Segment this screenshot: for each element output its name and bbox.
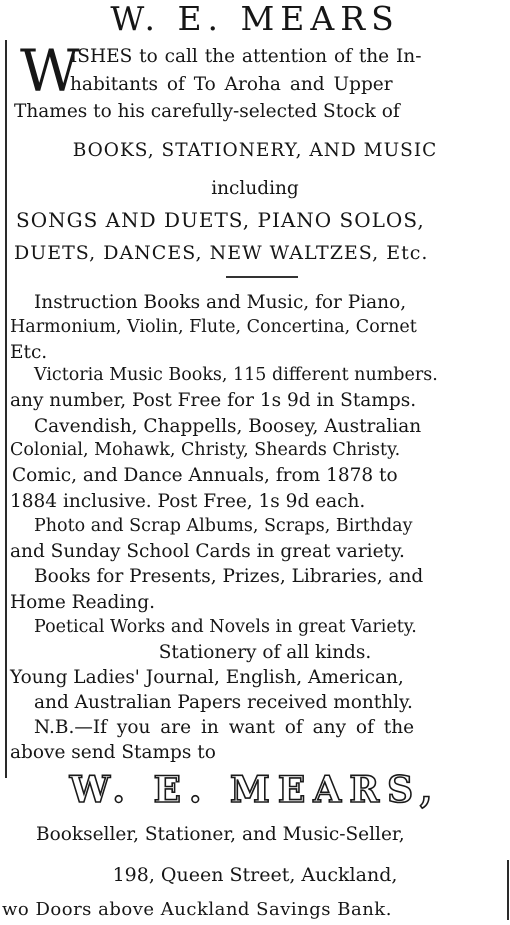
body-line-3: Etc. — [10, 342, 48, 363]
body-line-18: N.B.—If you are in want of any of the — [34, 717, 415, 738]
body-line-9: 1884 inclusive. Post Free, 1s 9d each. — [10, 491, 366, 512]
body-line-8: Comic, and Dance Annuals, from 1878 to — [12, 465, 398, 486]
body-line-15: Stationery of all kinds. — [158, 642, 372, 663]
body-line-14: Poetical Works and Novels in great Variety. — [34, 617, 417, 637]
intro-line-2: habitants of To Aroha and Upper — [70, 74, 393, 95]
body-line-13: Home Reading. — [10, 592, 155, 613]
caps-line-1: SONGS AND DUETS, PIANO SOLOS, — [16, 208, 425, 232]
body-line-7: Colonial, Mohawk, Christy, Sheards Christy. — [10, 440, 401, 460]
occupation-line: Bookseller, Stationer, and Music-Seller, — [36, 824, 405, 845]
advertiser-title: W. E. MEARS — [110, 0, 400, 38]
address-line: 198, Queen Street, Auckland, — [112, 864, 398, 886]
body-line-6: Cavendish, Chappells, Boosey, Australian — [34, 416, 422, 437]
section-divider — [226, 276, 298, 278]
intro-line-1: ISHES to call the attention of the In- — [70, 46, 422, 67]
body-line-11: and Sunday School Cards in great variety. — [10, 541, 405, 562]
caps-line-2: DUETS, DANCES, NEW WALTZES, Etc. — [14, 242, 429, 264]
headline: BOOKS, STATIONERY, AND MUSIC — [72, 140, 438, 161]
body-line-5: any number, Post Free for 1s 9d in Stamps. — [10, 390, 417, 411]
drop-cap: W — [20, 37, 80, 105]
body-line-16: Young Ladies' Journal, English, American, — [10, 667, 404, 688]
body-line-10: Photo and Scrap Albums, Scraps, Birthday — [34, 516, 413, 536]
body-line-17: and Australian Papers received monthly. — [34, 692, 413, 713]
body-line-4: Victoria Music Books, 115 different numbers. — [34, 365, 438, 385]
body-line-2: Harmonium, Violin, Flute, Concertina, Cornet — [10, 317, 417, 337]
body-line-12: Books for Presents, Prizes, Libraries, and — [34, 566, 424, 587]
intro-line-3: Thames to his carefully-selected Stock of — [14, 101, 400, 122]
signature-name: W. E. MEARS, — [69, 769, 441, 811]
location-line: wo Doors above Auckland Savings Bank. — [2, 899, 392, 920]
body-line-1: Instruction Books and Music, for Piano, — [34, 292, 407, 313]
including-label: including — [211, 178, 299, 199]
body-line-19: above send Stamps to — [10, 742, 216, 763]
